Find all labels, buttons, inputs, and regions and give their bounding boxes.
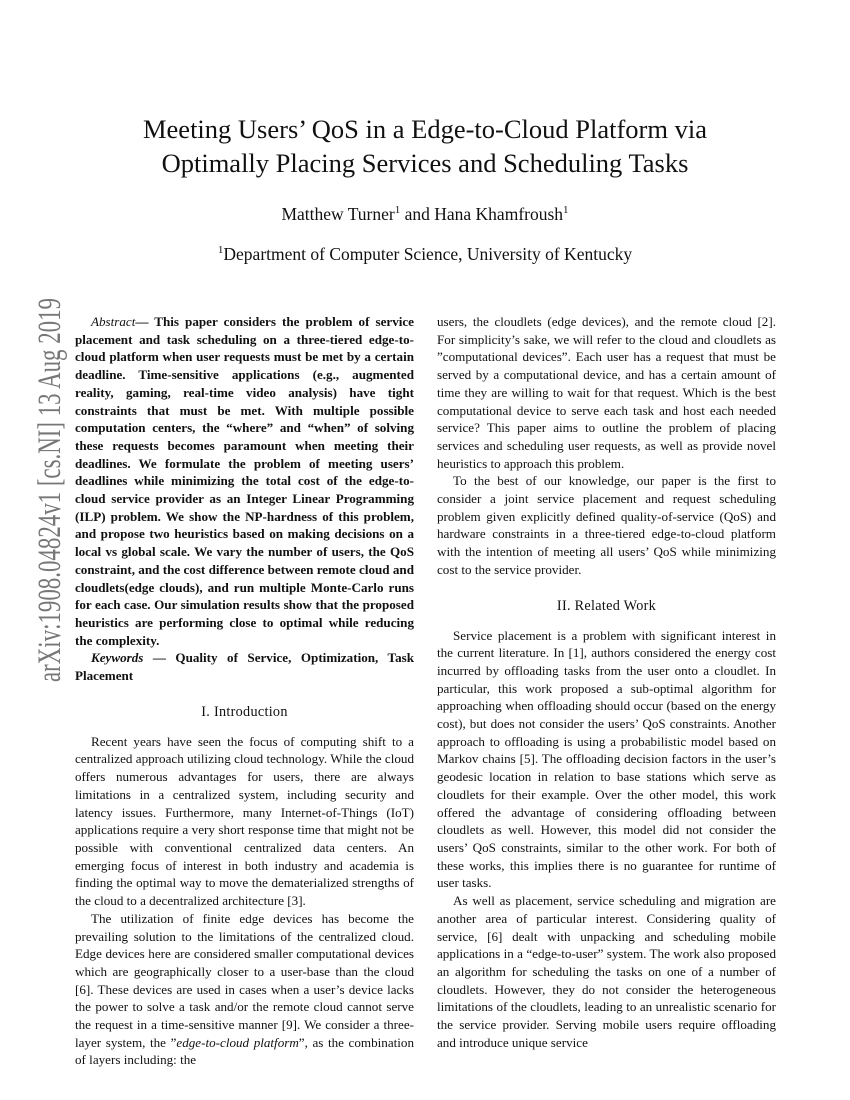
affiliation [60, 241, 790, 267]
related-work-paragraph-2: As well as placement, service scheduling and migration are another area of particular interest. Considering quality of service, [6] dealt with unpacking and scheduling mobile applications in a “edge-to-user” system. The work also proposed an algorithm for scheduling the tasks on one of a number of cloudlets. However, they do not consider the heterogeneous limitations of the cloudlets, leading to an unrealistic scenario for the service provider. Serving mobile users require offloading and introduce unique service [437, 893, 776, 1050]
affiliation-mark: 1 [217, 244, 224, 256]
abstract-text: This paper considers the problem of service placement and task scheduling on a three-tiered edge-to-cloud platform when user requests must be met by a certain deadline. Time-sensitive applications (e.g., augmented reality, gaming, real-time video analysis) have tight constraints that must be met. With multiple possible computation centers, the “where” and “when” of solving these requests becomes paramount when meeting their deadlines. We formulate the problem of meeting users’ deadlines while minimizing the total cost of the edge-to-cloud service provider as an Integer Linear Programming (ILP) problem. We show the NP-hardness of this problem, and propose two heuristics based on making decisions on a local vs global scale. We vary the number of users, the QoS constraint, and the cost difference between remote cloud and cloudlets(edge clouds), and run multiple Monte-Carlo runs for each case. Our simulation results show that the proposed heuristics are performing close to optimal while reducing the complexity. [75, 314, 418, 648]
introduction-paragraph-2 [75, 910, 414, 1069]
introduction-platform-term: edge-to-cloud platform [176, 1034, 299, 1050]
arxiv-identifier-text: arXiv:1908.04824v1 [cs.NI] 13 Aug 2019 [32, 296, 68, 682]
abstract-label: Abstract [91, 314, 136, 329]
introduction-paragraph-continued: users, the cloudlets (edge devices), and the remote cloud [2]. For simplicity’s sake, we will refer to the cloud and cloudlets as ”computational devices”. Each user has a request that must be served by a computational device, and has a certain amount of time they are willing to wait for that request. Which is the best computational device to serve each task and host each needed service? This paper aims to outline the problem of placing services and scheduling user requests, as well as provide novel heuristics to approach this problem. [437, 314, 776, 471]
abstract-paragraph [75, 313, 418, 649]
paper-title [60, 112, 790, 180]
keywords-text: — Quality of Service, Optimization, Task Placement [75, 650, 418, 684]
section-heading-introduction: I. Introduction [201, 703, 288, 720]
keywords-paragraph [75, 649, 418, 684]
keywords-label: Keywords [91, 650, 144, 666]
author-conjunction: and [400, 204, 435, 224]
affiliation-text: Department of Computer Science, University of Kentucky [223, 244, 633, 264]
arxiv-identifier-stamp [18, 296, 74, 684]
introduction-paragraph-1: Recent years have seen the focus of computing shift to a centralized approach utilizing cloud technology. While the cloud offers numerous advantages for users, there are always limitations in a centralized system, including security and latency issues. Furthermore, many Internet-of-Things (IoT) applications require a very short response time that might not be possible with conventional centralized data centers. An emerging focus of interest in both industry and academia is finding the optimal way to move the dematerialized strengths of the cloud to a decentralized architecture [3]. [75, 733, 414, 909]
author-2: Hana Khamfroush [434, 204, 564, 224]
author-2-affiliation-mark: 1 [563, 204, 569, 216]
paper-title-line-1: Meeting Users’ QoS in a Edge-to-Cloud Platform via [142, 114, 707, 144]
author-list [60, 201, 790, 227]
section-heading-related-work: II. Related Work [556, 597, 657, 614]
paper-title-line-2: Optimally Placing Services and Scheduling Tasks [161, 148, 689, 178]
introduction-paragraph-2-text-b: ”, as the combination of layers including: the [75, 1034, 414, 1068]
related-work-paragraph-1: Service placement is a problem with significant interest in the current literature. In [1], authors considered the energy cost incurred by offloading tasks from the user onto a cloudlet. In particular, this work proposed a sub-optimal algorithm for approaching when offloading should occur (based on the energy cost), but does not consider the users’ QoS constraints. Another approach to offloading is using a probabilistic model based on Markov chains [5]. The offloading decision factors in the user’s geodesic location in relation to base stations which serve as cloudlets for their example. Over the other model, this work offered the advantage of considering offloading between cloudlets as well. However, this model did not consider the users’ QoS constraints, similar to the other work. For both of these works, this implies there is no guarantee for runtime of user tasks. [437, 627, 776, 891]
left-column [75, 313, 418, 1069]
author-1-affiliation-mark: 1 [394, 204, 401, 216]
abstract-dash: — [135, 314, 149, 329]
author-1: Matthew Turner [281, 204, 395, 224]
introduction-paragraph-2-text-a: The utilization of finite edge devices has become the prevailing solution to the limitations of the centralized cloud. Edge devices here are considered smaller computational devices which are geographically closer to a user-base than the cloud [6]. These devices are used in cases when a user’s device lacks the power to solve a task and/or the remote cloud cannot serve the request in a time-sensitive manner [9]. We consider a three-layer system, the ” [75, 910, 414, 1050]
introduction-paragraph-contribution: To the best of our knowledge, our paper is the first to consider a joint service placement and request scheduling problem given explicitly defined quality-of-service (QoS) and hardware constraints in a three-tiered edge-to-cloud platform with the intention of meeting all users’ QoS while minimizing cost to the service provider. [437, 473, 776, 577]
right-column [437, 313, 776, 1051]
